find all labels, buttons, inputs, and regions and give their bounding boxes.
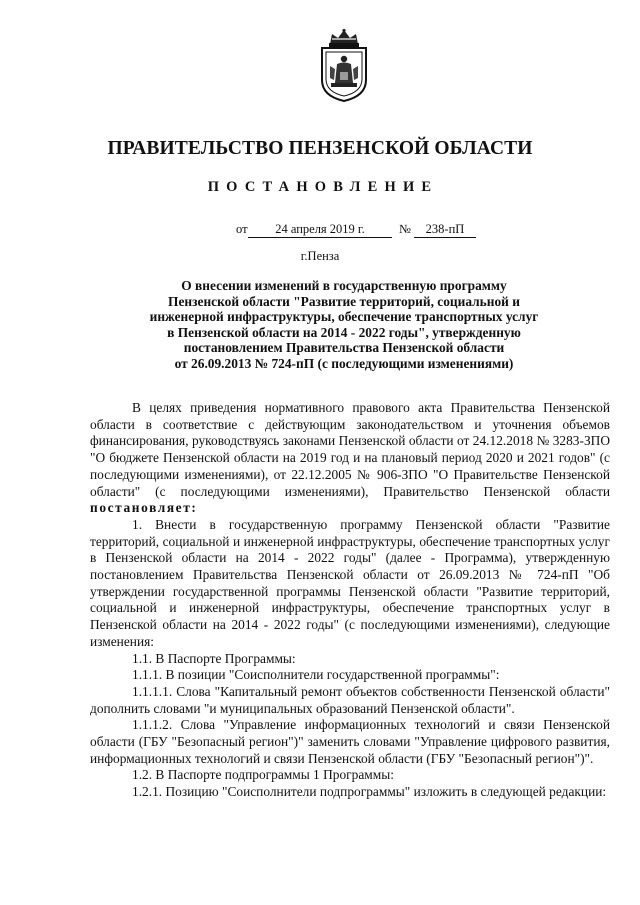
document-subject: [140, 278, 548, 372]
body-paragraph: 1.2.1. Позицию "Соисполнители подпрограммы" изложить в следующей редакции:: [132, 784, 607, 800]
preamble-paragraph: [90, 400, 610, 517]
document-body: [90, 400, 610, 801]
subject-line: Пензенской области "Развитие территорий, социальной и: [168, 293, 520, 309]
subject-line: О внесении изменений в государственную программу: [181, 278, 507, 293]
body-paragraph: 1.1.1.2. Слова "Управление информационных технологий и связи Пензенской области (ГБУ "Безопасный регион")" заменить словами "Управление цифрового развития, информационных технологий и связи Пензенской области (ГБУ "Безопасный регион")".: [90, 717, 610, 766]
subject-line: инженерной инфраструктуры, обеспечение транспортных услуг: [149, 309, 539, 325]
body-paragraph: 1.1. В Паспорте Программы:: [132, 650, 296, 666]
document-date: 24 апреля 2019 г.: [248, 222, 392, 238]
coat-of-arms-icon: [318, 28, 370, 102]
preamble-text: В целях приведения нормативного правового акта Правительства Пензенской области в соответствие с действующим законодательством и уточнения объемов финансирования, руководствуясь законами Пензенской области от 24.12.2018 № 3283-ЗПО "О бюджете Пензенской области на 2019 год и на плановый период 2020 и 2021 годов" (с последующими изменениями), от 22.12.2005 № 906-ЗПО "О Правительстве Пензенской области" (с последующими изменениями), Правительство Пензенской области: [90, 400, 610, 499]
date-number-line: [0, 222, 640, 242]
date-label: от: [236, 222, 248, 236]
document-number: 238-пП: [414, 222, 476, 238]
city: г.Пенза: [300, 249, 340, 263]
authority-title: ПРАВИТЕЛЬСТВО ПЕНЗЕНСКОЙ ОБЛАСТИ: [107, 138, 533, 159]
number-label: №: [399, 222, 411, 236]
document-type: ПОСТАНОВЛЕНИЕ: [207, 179, 439, 195]
subject-line: постановлением Правительства Пензенской области: [183, 340, 505, 356]
body-paragraph: 1.1.1. В позиции "Соисполнители государственной программы":: [132, 667, 500, 683]
subject-line: в Пензенской области на 2014 - 2022 годы", утвержденную: [167, 324, 521, 340]
subject-line: от 26.09.2013 № 724-пП (с последующими изменениями): [174, 355, 514, 371]
decree-word: постановляет:: [90, 500, 198, 516]
body-paragraph: 1.2. В Паспорте подпрограммы 1 Программы:: [132, 767, 394, 783]
body-paragraph: 1.1.1.1. Слова "Капитальный ремонт объектов собственности Пензенской области" дополнить словами "и муниципальных образований Пензенской области".: [90, 683, 610, 716]
body-paragraph: 1. Внести в государственную программу Пензенской области "Развитие территорий, социальной и инженерной инфраструктуры, обеспечение транспортных услуг в Пензенской области на 2014 - 2022 годы" (далее - Программа), утвержденную постановлением Правительства Пензенской области от 26.09.2013 № 724-пП "Об утверждении государственной программы Пензенской области "Развитие территорий, социальной и инженерной инфраструктуры, обеспечение транспортных услуг в Пензенской области на 2014 - 2022 годы" (с последующими изменениями), следующие изменения:: [90, 516, 610, 649]
